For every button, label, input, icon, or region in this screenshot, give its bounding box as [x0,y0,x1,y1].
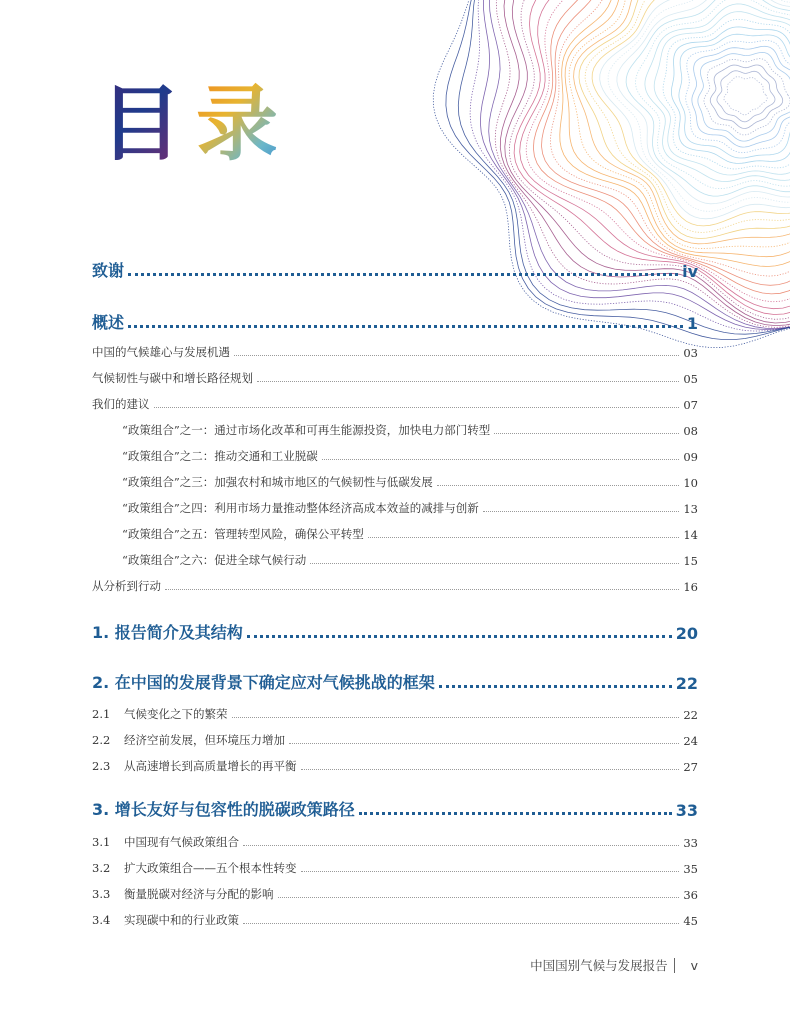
toc-label: 衡量脱碳对经济与分配的影响 [124,887,274,901]
toc-entry-2-3[interactable] [92,758,698,774]
contour-line [600,0,790,219]
toc-entry-3-3[interactable] [92,886,698,902]
contour-line [654,12,790,175]
toc-entry-s1[interactable] [92,344,698,360]
toc-number: 3.4 [92,913,111,927]
title-char-lu: 录 [196,77,293,172]
toc-page: 36 [683,888,698,902]
contour-line [617,0,790,204]
contour-line [585,0,790,233]
toc-leader [359,812,672,815]
contour-line [717,71,775,122]
toc-entry-s4[interactable] [92,578,698,594]
contour-line [574,0,790,244]
title-char-mu: 目 [100,77,197,172]
contour-line [470,0,790,331]
toc-entry-s2[interactable] [92,370,698,386]
contour-line [533,0,790,294]
contour-line [446,0,790,340]
toc-label: “政策组合”之一：通过市场化改革和可再生能源投资，加快电力部门转型 [122,423,491,437]
toc-label: “政策组合”之二：推动交通和工业脱碳 [122,449,318,463]
toc-entry-3-1[interactable] [92,834,698,850]
toc-page: 14 [683,528,698,542]
toc-number: 3.2 [92,861,111,875]
toc-leader [439,685,672,688]
toc-label: “政策组合”之六：促进全球气候行动 [122,553,307,567]
toc-label: 2. 在中国的发展背景下确定应对气候挑战的框架 [92,673,435,692]
toc-leader [494,433,679,434]
toc-page: 33 [675,801,698,820]
toc-page: 09 [683,450,698,464]
toc-entry-chapter-2[interactable] [92,670,698,693]
toc-leader [368,537,680,538]
toc-page: 10 [683,476,698,490]
toc-entry-summary[interactable] [92,310,698,333]
toc-entry-2-1[interactable] [92,706,698,722]
toc-page: 27 [683,760,698,774]
toc-leader [278,897,680,898]
toc-label: “政策组合”之四：利用市场力量推动整体经济高成本效益的减排与创新 [122,501,479,515]
contour-line [551,0,790,276]
toc-label: 3. 增长友好与包容性的脱碳政策路径 [92,800,355,819]
toc-leader [243,923,679,924]
toc-number: 2.1 [92,707,111,721]
toc-label: 中国的气候雄心与发展机遇 [92,345,230,359]
toc-leader [437,485,680,486]
contour-line [686,41,790,153]
toc-entry-policy-3[interactable] [122,474,698,490]
toc-number: 3.1 [92,835,111,849]
toc-page: 16 [683,580,698,594]
contour-line [626,0,790,196]
toc-entry-ack[interactable] [92,258,698,281]
toc-leader [483,511,680,512]
page-footer [530,956,698,974]
toc-entry-policy-4[interactable] [122,500,698,516]
toc-label: 实现碳中和的行业政策 [124,913,239,927]
toc-leader [301,871,680,872]
toc-label: 气候韧性与碳中和增长路径规划 [92,371,253,385]
toc-label: 中国现有气候政策组合 [124,835,239,849]
contour-line [698,52,790,141]
contour-line [569,0,790,249]
toc-label: “政策组合”之三：加强农村和城市地区的气候韧性与低碳发展 [122,475,433,489]
toc-page: 33 [683,836,698,850]
toc-leader [257,381,679,382]
footer-page-number: v [690,957,698,973]
contour-line [692,46,790,147]
toc-leader [243,845,679,846]
toc-number: 2.2 [92,733,111,747]
contour-line [433,0,790,348]
toc-entry-chapter-3[interactable] [92,797,698,820]
toc-leader [301,769,680,770]
toc-page: 07 [683,398,698,412]
toc-page: 24 [683,734,698,748]
toc-leader [165,589,679,590]
toc-page: 13 [683,502,698,516]
contour-line [542,0,790,285]
toc-label: 我们的建议 [92,397,150,411]
toc-entry-policy-5[interactable] [122,526,698,542]
toc-page: 22 [683,708,698,722]
toc-leader [128,273,678,276]
toc-leader [234,355,679,356]
toc-label: 1. 报告简介及其结构 [92,623,243,642]
toc-number: 2.3 [92,759,111,773]
toc-label: 概述 [92,313,125,332]
toc-label: 从高速增长到高质量增长的再平衡 [124,759,297,773]
contour-line [458,0,790,334]
toc-page: iv [682,262,698,281]
toc-label: “政策组合”之五：管理转型风险，确保公平转型 [122,527,364,541]
contour-line [565,0,790,257]
contour-line [526,0,790,302]
contour-line [560,0,790,266]
contour-line [579,0,790,238]
toc-leader [154,407,680,408]
toc-label: 经济空前发展，但环境压力增加 [124,733,285,747]
toc-entry-chapter-1[interactable] [92,620,698,643]
toc-page: 45 [683,914,698,928]
toc-label: 扩大政策组合——五个根本性转变 [124,861,297,875]
footer-report-title: 中国国别气候与发展报告 [530,958,668,973]
toc-entry-policy-6[interactable] [122,552,698,568]
toc-page: 15 [683,554,698,568]
contour-line [671,27,790,164]
toc-leader [247,635,672,638]
toc-page: 22 [675,674,698,693]
toc-entry-3-4[interactable] [92,912,698,928]
toc-page: 08 [683,424,698,438]
toc-label: 气候变化之下的繁荣 [124,707,228,721]
toc-page: 1 [686,314,698,333]
toc-leader [289,743,679,744]
page-title [100,77,293,172]
toc-entry-policy-1[interactable] [122,422,698,438]
toc-number: 3.3 [92,887,111,901]
toc-leader [232,717,680,718]
toc-leader [322,459,680,460]
toc-entry-s3[interactable] [92,396,698,412]
contour-line [704,59,790,135]
toc-entry-policy-2[interactable] [122,448,698,464]
contour-line [724,77,767,115]
contour-line [636,0,790,189]
footer-divider [674,958,675,973]
toc-leader [128,325,683,328]
toc-entry-3-2[interactable] [92,860,698,876]
contour-line [710,65,782,129]
toc-entry-2-2[interactable] [92,732,698,748]
toc-page: 20 [675,624,698,643]
contour-line [645,4,790,182]
toc-label: 从分析到行动 [92,579,161,593]
toc-page: 35 [683,862,698,876]
contour-line [663,19,790,169]
contour-line [608,0,790,211]
toc-page: 03 [683,346,698,360]
contour-line [679,34,790,158]
contour-line [592,0,790,226]
toc-label: 致谢 [92,261,125,280]
toc-leader [310,563,679,564]
toc-page: 05 [683,372,698,386]
